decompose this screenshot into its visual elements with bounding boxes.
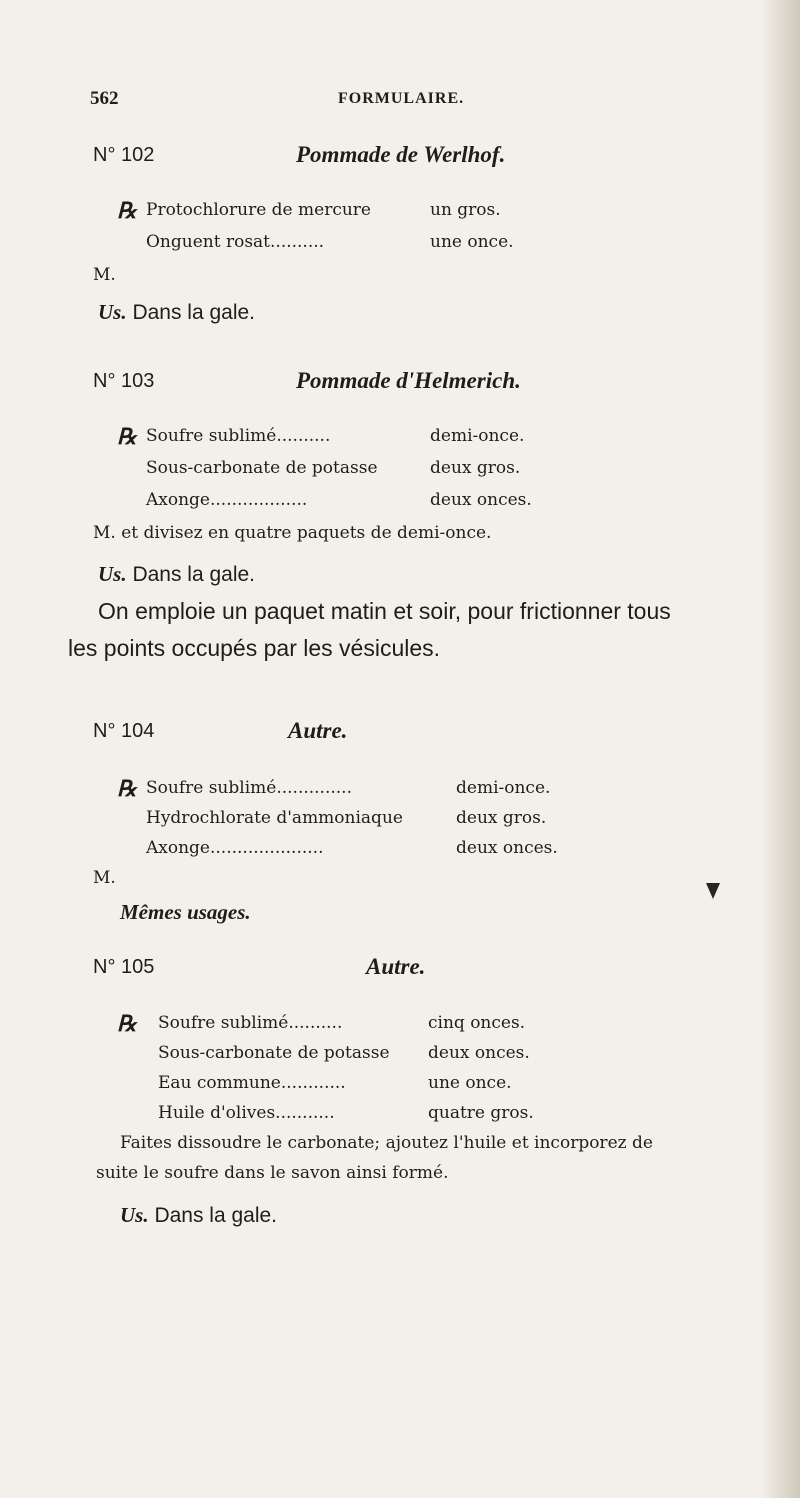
ingredient-name: Sous-carbonate de potasse (146, 458, 378, 478)
ingredient-name: Soufre sublimé.......... (158, 1013, 343, 1033)
ingredient-name: Sous-carbonate de potasse (158, 1043, 390, 1063)
usage-text: Dans la gale. (154, 1204, 278, 1227)
ingredient-quantity: deux gros. (430, 458, 521, 478)
recipe-symbol-icon: ℞ (117, 198, 137, 223)
usage-text: Mêmes usages. (120, 900, 251, 924)
page-edge-shadow (762, 0, 800, 1498)
usage-text: Dans la gale. (132, 563, 256, 586)
recipe-symbol-icon: ℞ (117, 1011, 137, 1036)
usage-line (120, 900, 251, 925)
ingredient-quantity: demi-once. (456, 778, 551, 798)
recipe-symbol-icon: ℞ (117, 424, 137, 449)
ingredient-name: Hydrochlorate d'ammoniaque (146, 808, 403, 828)
entry-number: N° 105 (93, 956, 155, 978)
ingredient-quantity: quatre gros. (428, 1103, 534, 1123)
entry-title: Autre. (366, 954, 426, 979)
usage-paragraph-line: On emploie un paquet matin et soir, pour frictionner tous (98, 598, 671, 624)
usage-text: Dans la gale. (132, 301, 256, 324)
entry-number: N° 102 (93, 144, 155, 166)
ingredient-quantity: deux onces. (428, 1043, 530, 1063)
entry-104-heading (93, 720, 733, 754)
ingredient-quantity: deux onces. (456, 838, 558, 858)
ingredient-name: Soufre sublimé.............. (146, 778, 352, 798)
ingredient-name: Huile d'olives........... (158, 1103, 335, 1123)
ingredient-name: Protochlorure de mercure (146, 200, 371, 220)
page-header (90, 88, 730, 118)
preparation-instruction: suite le soufre dans le savon ainsi formé. (96, 1163, 449, 1183)
ingredient-quantity: cinq onces. (428, 1013, 526, 1033)
ingredient-name: Axonge.................. (146, 490, 308, 510)
usage-prefix: Us. (98, 300, 127, 324)
entry-number: N° 103 (93, 370, 155, 392)
ingredient-quantity: deux onces. (430, 490, 532, 510)
usage-prefix: Us. (98, 562, 127, 586)
ingredient-quantity: deux gros. (456, 808, 547, 828)
ingredient-name: Axonge..................... (146, 838, 324, 858)
entry-102-heading (93, 144, 733, 178)
ingredient-quantity: un gros. (430, 200, 501, 220)
entry-number: N° 104 (93, 720, 155, 742)
ingredient-name: Soufre sublimé.......... (146, 426, 331, 446)
preparation-instruction: Faites dissoudre le carbonate; ajoutez l'huile et incorporez de (120, 1133, 653, 1153)
ingredient-quantity: une once. (428, 1073, 512, 1093)
usage-line (120, 1203, 277, 1228)
mix-instruction: M. (93, 868, 116, 888)
running-title: FORMULAIRE. (338, 90, 465, 107)
ingredient-quantity: une once. (430, 232, 514, 252)
entry-105-heading (93, 956, 733, 990)
usage-line (98, 300, 255, 325)
ingredient-quantity: demi-once. (430, 426, 525, 446)
usage-prefix: Us. (120, 1203, 149, 1227)
ingredient-name: Onguent rosat.......... (146, 232, 325, 252)
usage-paragraph-line: les points occupés par les vésicules. (68, 635, 441, 661)
ingredient-name: Eau commune............ (158, 1073, 346, 1093)
recipe-symbol-icon: ℞ (117, 776, 137, 801)
entry-103-heading (93, 370, 733, 404)
ink-mark-icon (706, 883, 720, 899)
entry-title: Pommade de Werlhof. (296, 142, 506, 167)
preparation-instruction: M. et divisez en quatre paquets de demi-once. (93, 523, 492, 543)
page-number: 562 (90, 88, 119, 109)
usage-line (98, 562, 255, 587)
entry-title: Autre. (288, 718, 348, 743)
mix-instruction: M. (93, 265, 116, 285)
entry-title: Pommade d'Helmerich. (296, 368, 521, 393)
